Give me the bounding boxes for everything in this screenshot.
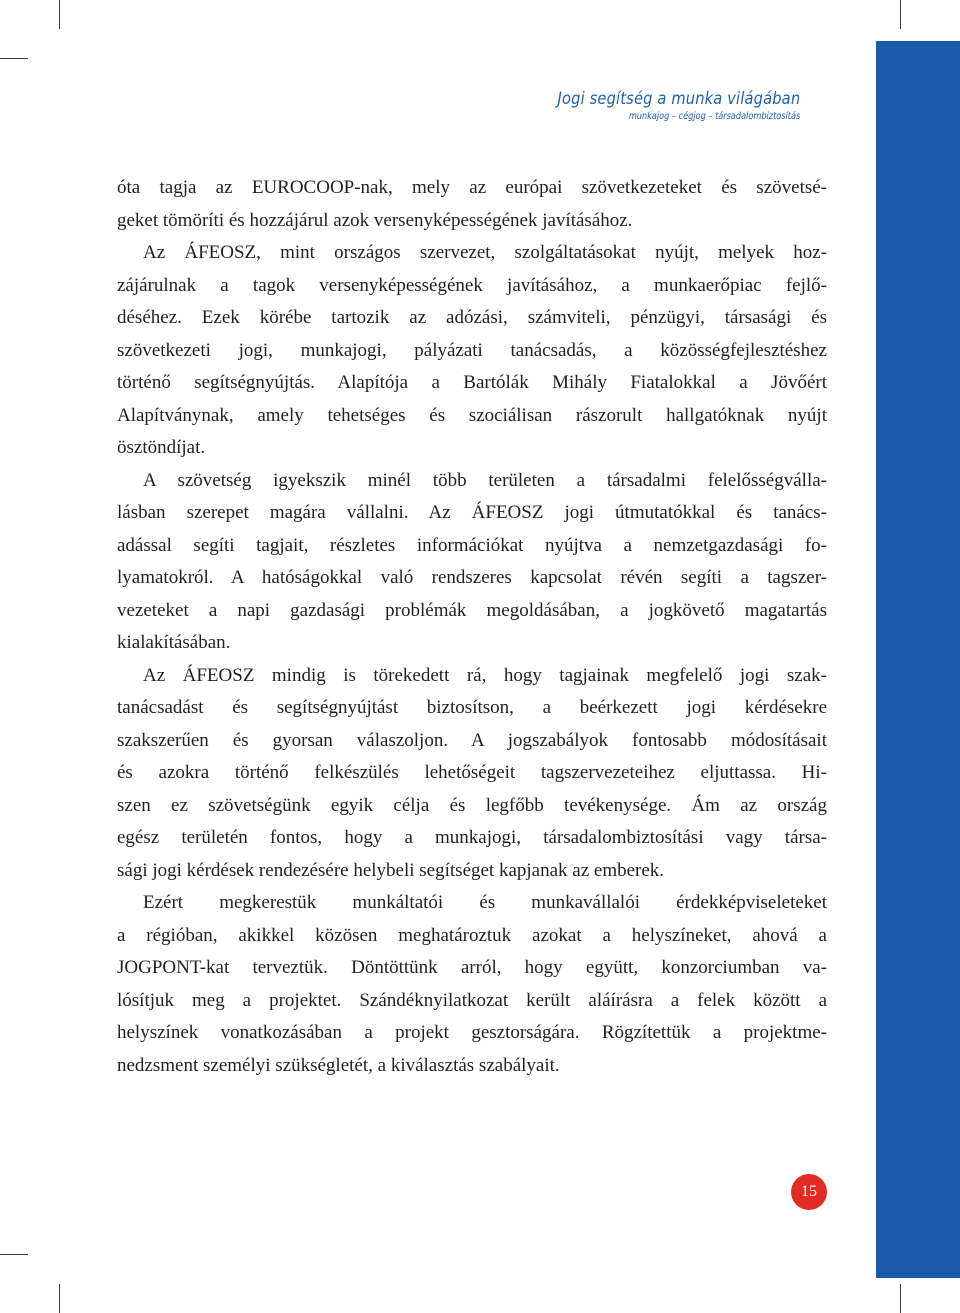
text-line: szövetkezeti jogi, munkajogi, pályázati tanácsadás, a közösségfejlesztéshez (117, 339, 827, 361)
text-line: egész területén fontos, hogy a munkajogi, társadalombiztosítási vagy társa- (117, 827, 827, 848)
text-line: Az ÁFEOSZ mindig is törekedett rá, hogy tagjainak megfelelő jogi szak- (143, 664, 827, 686)
text-line: szakszerűen és gyorsan válaszoljon. A jogszabályok fontosabb módosításait (117, 729, 827, 751)
text-line: lyamatokról. A hatóságokkal való rendszeres kapcsolat révén segíti a tagszer- (117, 567, 827, 588)
text-line: ösztöndíjat. (117, 437, 206, 458)
text-line: JOGPONT-kat terveztük. Döntöttünk arról, hogy együtt, konzorciumban va- (117, 957, 827, 978)
text-line: sági jogi kérdések rendezésére helybeli segítséget kapjanak az emberek. (117, 859, 665, 881)
text-line: nedzsment személyi szükségletét, a kiválasztás szabályait. (117, 1054, 560, 1076)
text-line: lásban szerepet magára vállalni. Az ÁFEOSZ jogi útmutatókkal és tanács- (117, 502, 827, 523)
crop-mark (59, 0, 60, 29)
crop-mark (0, 1254, 28, 1255)
text-line: zájárulnak a tagok versenyképességének javításához, a munkaerőpiac fejlő- (117, 274, 827, 296)
text-line: lósítjuk meg a projektet. Szándéknyilatkozat került aláírásra a felek között a (117, 989, 827, 1011)
text-line: helyszínek vonatkozásában a projekt gesztorságára. Rögzítettük a projektme- (117, 1022, 827, 1043)
text-line: a régióban, akikkel közösen meghatároztuk azokat a helyszíneket, ahová a (117, 924, 827, 946)
text-line: szen ez szövetségünk egyik célja és legfőbb tevékenysége. Ám az ország (117, 794, 827, 816)
text-line: geket tömöríti és hozzájárul azok versenyképességének javításához. (117, 209, 633, 231)
page-number-badge: 15 (791, 1174, 827, 1210)
text-line: és azokra történő felkészülés lehetőségeit tagszervezeteihez eljuttassa. Hi- (117, 762, 827, 783)
crop-mark (900, 0, 901, 29)
text-line: kialakításában. (117, 632, 231, 653)
header-title: Jogi segítség a munka világában (557, 89, 800, 109)
text-line: Az ÁFEOSZ, mint országos szervezet, szolgáltatásokat nyújt, melyek hoz- (143, 242, 827, 263)
text-line: történő segítségnyújtás. Alapítója a Bartólák Mihály Fiatalokkal a Jövőért (117, 372, 827, 393)
body-text (117, 172, 827, 1082)
text-line: déséhez. Ezek körébe tartozik az adózási, számviteli, pénzügyi, társasági és (117, 307, 827, 328)
text-line: Alapítványnak, amely tehetséges és szociálisan rászorult hallgatóknak nyújt (117, 404, 827, 426)
crop-mark (0, 58, 28, 59)
text-line: vezeteket a napi gazdasági problémák megoldásában, a jogkövető magatartás (117, 599, 827, 621)
text-line: adással segíti tagjait, részletes információkat nyújtva a nemzetgazdasági fo- (117, 534, 827, 556)
text-line: tanácsadást és segítségnyújtást biztosítson, a beérkezett jogi kérdésekre (117, 697, 827, 718)
running-header (518, 88, 800, 124)
crop-mark (900, 1284, 901, 1313)
text-line: óta tagja az EUROCOOP-nak, mely az európai szövetkezeteket és szövetsé- (117, 177, 827, 198)
crop-mark (59, 1284, 60, 1313)
header-subtitle: munkajog – cégjog – társadalombiztosítás (628, 111, 800, 122)
side-color-bar (876, 41, 960, 1278)
text-line: Ezért megkerestük munkáltatói és munkavállalói érdekképviseleteket (143, 892, 827, 913)
text-line: A szövetség igyekszik minél több területen a társadalmi felelősségválla- (143, 469, 827, 491)
